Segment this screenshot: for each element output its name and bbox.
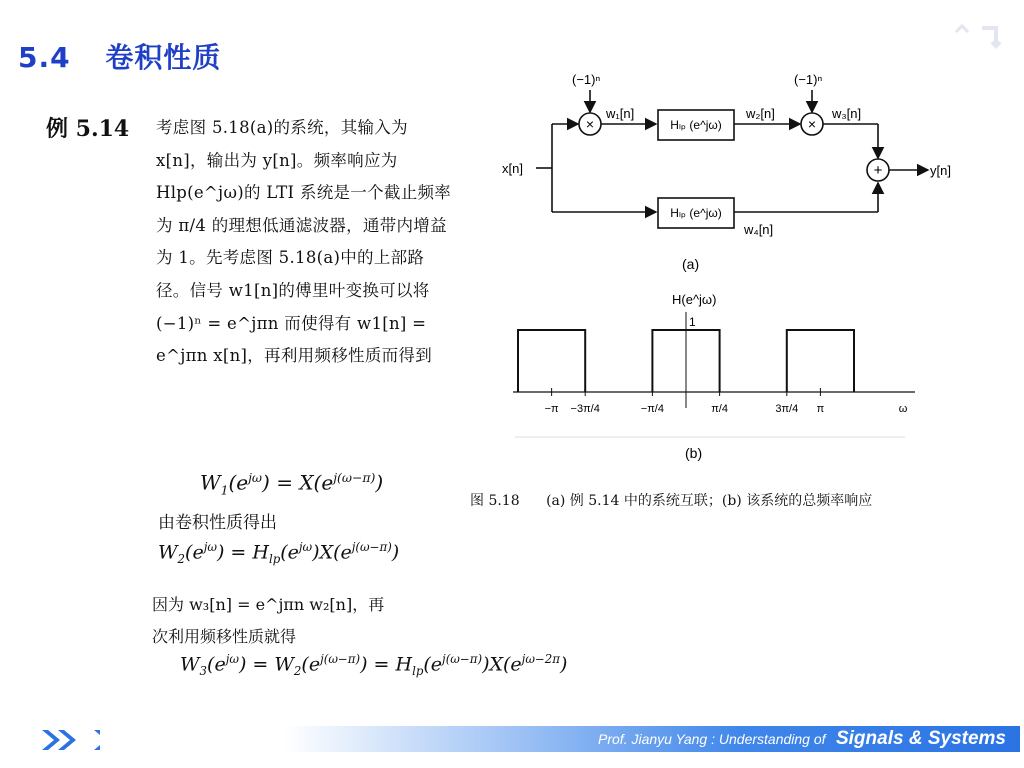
eq3-part: (e <box>207 653 226 676</box>
text-convolution-property: 由卷积性质得出 <box>158 513 277 533</box>
svg-text:+: + <box>873 162 883 179</box>
tick-label: π/4 <box>711 403 728 415</box>
eq3-sup: j(ω−π) <box>320 652 361 666</box>
eq2-part: )X(e <box>312 541 352 564</box>
label-x: x[n] <box>502 161 523 176</box>
eq2-part: (e <box>280 541 299 564</box>
label-b: (b) <box>685 445 703 461</box>
tick-label: π <box>816 403 825 415</box>
eq2-sub: 2 <box>177 552 186 567</box>
example-paragraph <box>156 112 452 373</box>
text-because-line1: 因为 w₃[n] = e^jπn w₂[n]，再 <box>152 595 385 614</box>
eq2-part: W <box>158 541 178 564</box>
label-w3: w₃[n] <box>832 106 862 121</box>
corner-decoration-icon <box>952 18 1012 54</box>
section-title <box>18 36 221 76</box>
footer-author: Prof. Jianyu Yang : Understanding of <box>598 731 826 747</box>
eq1-sup: j(ω−π) <box>333 470 376 485</box>
eq1-part: W <box>200 470 221 495</box>
text-because-line2: 次利用频移性质就得 <box>152 627 297 646</box>
footer-bar <box>100 726 1020 752</box>
svg-text:×: × <box>807 116 817 132</box>
eq2-sup: jω <box>203 540 217 554</box>
svg-text:×: × <box>585 116 595 132</box>
eq3-sub: lp <box>412 664 424 679</box>
eq3-part: (e <box>301 653 321 676</box>
eq1-sup: jω <box>248 470 263 485</box>
plot-ylabel: H(e^jω) <box>672 292 717 307</box>
eq3-sub: 2 <box>293 664 302 679</box>
frequency-response-plot <box>505 312 925 462</box>
eq1-part: ) = X(e <box>262 470 334 495</box>
eq2-part: ) <box>391 541 400 564</box>
figure-caption <box>470 490 872 510</box>
label-w4: w₄[n] <box>744 222 774 237</box>
eq2-part: (e <box>185 541 204 564</box>
tick-label: ω <box>898 403 908 415</box>
response-pulse-1 <box>518 330 585 392</box>
figure-caption-text: (a) 例 5.14 中的系统互联；(b) 该系统的总频率响应 <box>546 493 873 509</box>
equation-2 <box>158 540 399 566</box>
eq3-part: W <box>180 653 200 676</box>
eq1-sub: 1 <box>220 482 229 498</box>
example-label: 例 5.14 <box>46 116 130 142</box>
eq3-sup: jω <box>225 652 239 666</box>
eq2-sup: j(ω−π) <box>351 540 392 554</box>
plot-peak-label: 1 <box>689 315 696 329</box>
label-neg-one-left: (−1)ⁿ <box>572 72 601 87</box>
section-number: 5.4 <box>18 41 71 74</box>
label-w1: w₁[n] <box>606 106 635 121</box>
equation-3 <box>180 652 567 678</box>
eq3-sub: 3 <box>199 664 208 679</box>
eq1-part: ) <box>375 470 384 495</box>
tick-label: −π <box>544 403 559 415</box>
eq3-sup: jω−2π <box>521 652 560 666</box>
eq1-part: (e <box>228 470 249 495</box>
eq3-part: ) <box>560 653 568 676</box>
tick-label: −π/4 <box>640 403 664 415</box>
equation-1 <box>200 470 383 498</box>
label-w2: w₂[n] <box>746 106 775 121</box>
eq2-sub: lp <box>268 552 281 567</box>
filter-top-label: Hₗₚ (e^jω) <box>670 118 722 132</box>
eq3-sup: j(ω−π) <box>442 652 483 666</box>
eq3-part: (e <box>423 653 443 676</box>
example-paragraph-text: 考虑图 5.18(a)的系统，其输入为 x[n]，输出为 y[n]。频率响应为 Hlp(e^jω)的 LTI 系统是一个截止频率为 π/4 的理想低通滤波器，通带内增益为 1。先考虑图 5.18(a)中的上部路径。信号 w1[n]的傅里叶变换可以将(−1)ⁿ = e^jπn 而使得有 w1[n] = e^jπn x[n]，再利用频移性质而得到 <box>156 118 452 366</box>
tick-label: −3π/4 <box>570 403 600 415</box>
eq3-part: ) = H <box>360 653 413 676</box>
footer-brand: Signals & Systems <box>835 728 1006 749</box>
footer-text <box>598 728 1006 750</box>
figure-number: 图 5.18 <box>470 493 520 509</box>
filter-bottom-label: Hₗₚ (e^jω) <box>670 206 722 220</box>
label-a: (a) <box>682 256 700 272</box>
eq2-part: ) = H <box>216 541 269 564</box>
tick-label: 3π/4 <box>775 403 799 415</box>
eq2-sup: jω <box>298 540 313 554</box>
eq3-part: )X(e <box>482 653 522 676</box>
eq3-part: ) = W <box>238 653 294 676</box>
label-y: y[n] <box>930 163 951 178</box>
response-pulse-3 <box>787 330 854 392</box>
section-title-text: 卷积性质 <box>105 41 222 74</box>
label-neg-one-right: (−1)ⁿ <box>794 72 823 87</box>
